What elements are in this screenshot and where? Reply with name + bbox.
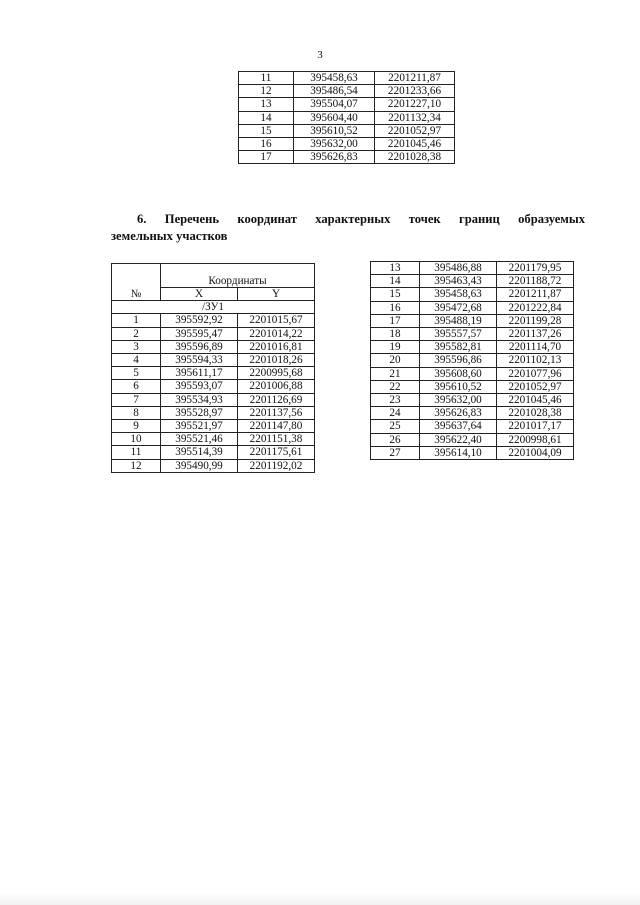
y-coordinate: 2201132,34 bbox=[375, 111, 455, 124]
x-coordinate: 395486,54 bbox=[294, 85, 375, 98]
y-coordinate: 2201188,72 bbox=[497, 275, 574, 288]
x-coordinate: 395534,93 bbox=[161, 393, 238, 406]
table-row bbox=[239, 85, 455, 98]
x-coordinate: 395490,99 bbox=[161, 459, 238, 472]
y-coordinate: 2201211,87 bbox=[375, 72, 455, 85]
x-coordinate: 395611,17 bbox=[161, 367, 238, 380]
point-number: 12 bbox=[112, 459, 161, 472]
table-row bbox=[371, 275, 574, 288]
section-heading-line1: 6. Перечень координат характерных точек границ образуемых bbox=[137, 212, 585, 226]
table-row bbox=[112, 420, 315, 433]
y-coordinate: 2201045,46 bbox=[497, 394, 574, 407]
coordinates-header: Координаты bbox=[161, 264, 315, 288]
point-number: 17 bbox=[239, 151, 294, 164]
page-bottom-edge bbox=[0, 893, 640, 905]
point-number: 2 bbox=[112, 327, 161, 340]
point-number: 16 bbox=[371, 301, 420, 314]
point-number: 20 bbox=[371, 354, 420, 367]
table-row bbox=[371, 380, 574, 393]
x-coordinate: 395608,60 bbox=[420, 367, 497, 380]
x-coordinate: 395626,83 bbox=[420, 407, 497, 420]
x-coordinate: 395521,97 bbox=[161, 420, 238, 433]
y-coordinate: 2201015,67 bbox=[238, 314, 315, 327]
y-coordinate: 2201018,26 bbox=[238, 354, 315, 367]
point-number: 15 bbox=[371, 288, 420, 301]
x-coordinate: 395632,00 bbox=[420, 394, 497, 407]
table-row bbox=[371, 288, 574, 301]
table-row bbox=[371, 433, 574, 446]
x-coordinate: 395595,47 bbox=[161, 327, 238, 340]
y-coordinate: 2201045,46 bbox=[375, 138, 455, 151]
point-number: 14 bbox=[239, 111, 294, 124]
point-number: 23 bbox=[371, 394, 420, 407]
y-coordinate: 2201016,81 bbox=[238, 340, 315, 353]
table-row bbox=[371, 407, 574, 420]
point-number: 16 bbox=[239, 138, 294, 151]
x-coordinate: 395593,07 bbox=[161, 380, 238, 393]
y-coordinate: 2201192,02 bbox=[238, 459, 315, 472]
point-number: 26 bbox=[371, 433, 420, 446]
y-coordinate: 2201014,22 bbox=[238, 327, 315, 340]
x-coordinate: 395521,46 bbox=[161, 433, 238, 446]
point-number: 13 bbox=[239, 98, 294, 111]
y-coordinate: 2201006,88 bbox=[238, 380, 315, 393]
point-number: 7 bbox=[112, 393, 161, 406]
x-header: X bbox=[161, 288, 238, 301]
point-number: 13 bbox=[371, 262, 420, 275]
y-coordinate: 2201028,38 bbox=[497, 407, 574, 420]
table-row bbox=[239, 111, 455, 124]
table-row bbox=[239, 151, 455, 164]
table-row bbox=[239, 138, 455, 151]
y-coordinate: 2201175,61 bbox=[238, 446, 315, 459]
x-coordinate: 395626,83 bbox=[294, 151, 375, 164]
x-coordinate: 395596,86 bbox=[420, 354, 497, 367]
x-coordinate: 395614,10 bbox=[420, 446, 497, 459]
y-coordinate: 2200998,61 bbox=[497, 433, 574, 446]
x-coordinate: 395458,63 bbox=[294, 72, 375, 85]
x-coordinate: 395504,07 bbox=[294, 98, 375, 111]
x-coordinate: 395557,57 bbox=[420, 328, 497, 341]
point-number: 4 bbox=[112, 354, 161, 367]
point-number: 10 bbox=[112, 433, 161, 446]
table-row bbox=[371, 301, 574, 314]
table-row bbox=[112, 327, 315, 340]
x-coordinate: 395632,00 bbox=[294, 138, 375, 151]
table-row bbox=[371, 446, 574, 459]
y-coordinate: 2201052,97 bbox=[375, 124, 455, 137]
table-row bbox=[371, 354, 574, 367]
table-row bbox=[112, 367, 315, 380]
point-number: 1 bbox=[112, 314, 161, 327]
point-number: 27 bbox=[371, 446, 420, 459]
y-coordinate: 2201028,38 bbox=[375, 151, 455, 164]
table-row bbox=[112, 433, 315, 446]
x-coordinate: 395582,81 bbox=[420, 341, 497, 354]
point-number: 11 bbox=[112, 446, 161, 459]
y-coordinate: 2201233,66 bbox=[375, 85, 455, 98]
y-header: Y bbox=[238, 288, 315, 301]
table-row bbox=[371, 314, 574, 327]
point-number: 9 bbox=[112, 420, 161, 433]
point-number: 25 bbox=[371, 420, 420, 433]
table-row bbox=[112, 354, 315, 367]
y-coordinate: 2201179,95 bbox=[497, 262, 574, 275]
y-coordinate: 2200995,68 bbox=[238, 367, 315, 380]
top-coordinates-table bbox=[238, 71, 455, 164]
left-coordinates-table bbox=[111, 263, 315, 473]
point-number: 22 bbox=[371, 380, 420, 393]
table-row bbox=[112, 340, 315, 353]
section-heading bbox=[111, 211, 585, 245]
table-row bbox=[112, 380, 315, 393]
point-number: 15 bbox=[239, 124, 294, 137]
x-coordinate: 395463,43 bbox=[420, 275, 497, 288]
table-row bbox=[239, 72, 455, 85]
point-number: 17 bbox=[371, 314, 420, 327]
y-coordinate: 2201114,70 bbox=[497, 341, 574, 354]
table-row bbox=[371, 328, 574, 341]
table-row bbox=[112, 314, 315, 327]
table-row bbox=[371, 341, 574, 354]
x-coordinate: 395458,63 bbox=[420, 288, 497, 301]
y-coordinate: 2201222,84 bbox=[497, 301, 574, 314]
y-coordinate: 2201137,26 bbox=[497, 328, 574, 341]
point-number: 19 bbox=[371, 341, 420, 354]
table-row bbox=[112, 446, 315, 459]
x-coordinate: 395528,97 bbox=[161, 406, 238, 419]
x-coordinate: 395604,40 bbox=[294, 111, 375, 124]
x-coordinate: 395622,40 bbox=[420, 433, 497, 446]
y-coordinate: 2201004,09 bbox=[497, 446, 574, 459]
x-coordinate: 395610,52 bbox=[420, 380, 497, 393]
page-number: 3 bbox=[317, 49, 323, 61]
y-coordinate: 2201211,87 bbox=[497, 288, 574, 301]
plot-label: /ЗУ1 bbox=[112, 301, 315, 314]
table-row bbox=[239, 124, 455, 137]
y-coordinate: 2201017,17 bbox=[497, 420, 574, 433]
x-coordinate: 395610,52 bbox=[294, 124, 375, 137]
point-number: 6 bbox=[112, 380, 161, 393]
x-coordinate: 395637,64 bbox=[420, 420, 497, 433]
point-number: 18 bbox=[371, 328, 420, 341]
section-heading-line2: земельных участков bbox=[111, 229, 228, 243]
y-coordinate: 2201102,13 bbox=[497, 354, 574, 367]
point-number: 11 bbox=[239, 72, 294, 85]
x-coordinate: 395592,92 bbox=[161, 314, 238, 327]
x-coordinate: 395488,19 bbox=[420, 314, 497, 327]
table-row bbox=[371, 420, 574, 433]
y-coordinate: 2201137,56 bbox=[238, 406, 315, 419]
x-coordinate: 395472,68 bbox=[420, 301, 497, 314]
y-coordinate: 2201227,10 bbox=[375, 98, 455, 111]
table-row bbox=[112, 393, 315, 406]
point-number: 24 bbox=[371, 407, 420, 420]
y-coordinate: 2201147,80 bbox=[238, 420, 315, 433]
y-coordinate: 2201151,38 bbox=[238, 433, 315, 446]
y-coordinate: 2201077,96 bbox=[497, 367, 574, 380]
x-coordinate: 395594,33 bbox=[161, 354, 238, 367]
table-row bbox=[112, 406, 315, 419]
point-number: 3 bbox=[112, 340, 161, 353]
point-number: 14 bbox=[371, 275, 420, 288]
y-coordinate: 2201126,69 bbox=[238, 393, 315, 406]
table-row bbox=[371, 367, 574, 380]
number-header: № bbox=[112, 264, 161, 301]
point-number: 8 bbox=[112, 406, 161, 419]
point-number: 21 bbox=[371, 367, 420, 380]
point-number: 12 bbox=[239, 85, 294, 98]
table-row bbox=[371, 262, 574, 275]
x-coordinate: 395486,88 bbox=[420, 262, 497, 275]
right-coordinates-table bbox=[370, 261, 574, 460]
table-row bbox=[112, 459, 315, 472]
point-number: 5 bbox=[112, 367, 161, 380]
x-coordinate: 395514,39 bbox=[161, 446, 238, 459]
table-row bbox=[239, 98, 455, 111]
y-coordinate: 2201052,97 bbox=[497, 380, 574, 393]
table-row bbox=[371, 394, 574, 407]
x-coordinate: 395596,89 bbox=[161, 340, 238, 353]
y-coordinate: 2201199,28 bbox=[497, 314, 574, 327]
